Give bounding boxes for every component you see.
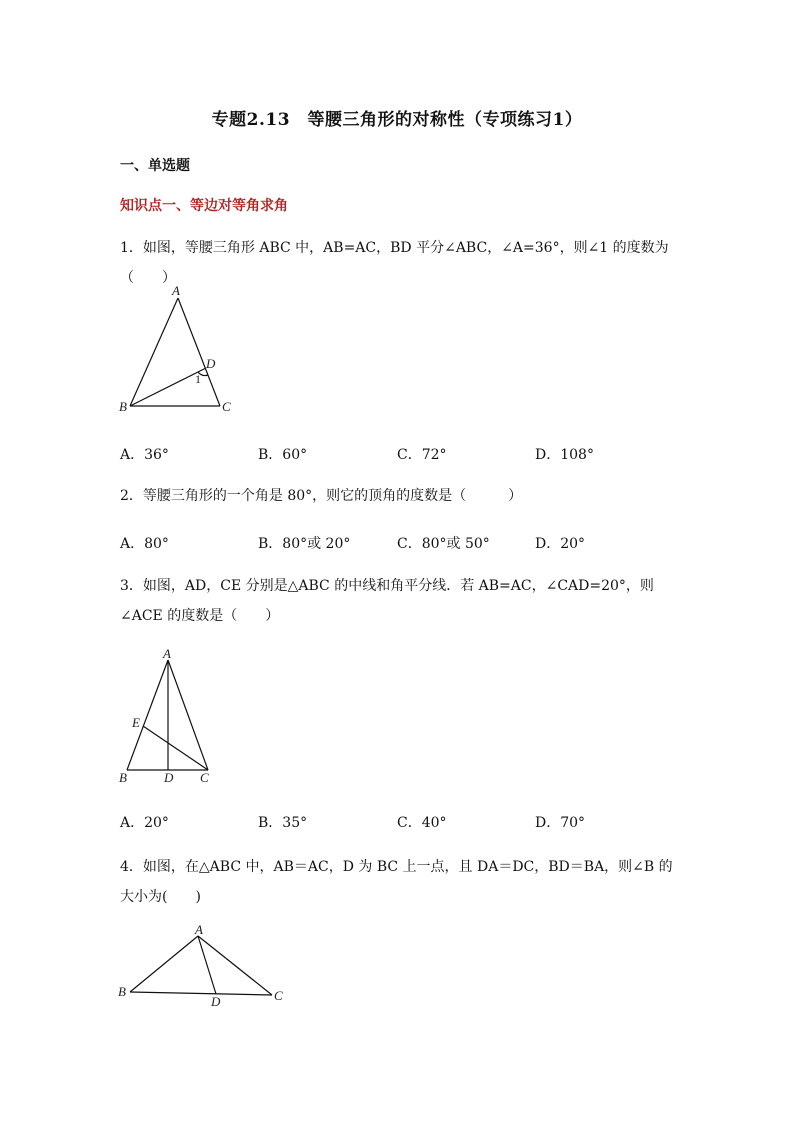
q3-label-b: B bbox=[119, 770, 127, 785]
q4-side-bc bbox=[130, 992, 272, 995]
q1-option-d: D．108° bbox=[535, 447, 594, 463]
q4-label-d: D bbox=[211, 994, 221, 1009]
question-4-figure bbox=[110, 922, 300, 1012]
q2-option-b: B．80°或 20° bbox=[258, 536, 351, 552]
q3-option-c: C．40° bbox=[397, 815, 447, 831]
q3-side-ac bbox=[168, 660, 208, 770]
q1-label-d: D bbox=[206, 356, 216, 371]
q4-side-ac bbox=[198, 936, 272, 995]
q3-option-b: B．35° bbox=[258, 815, 308, 831]
q4-label-a: A bbox=[195, 922, 203, 937]
q3-label-d: D bbox=[164, 770, 174, 785]
q1-option-b: B．60° bbox=[258, 447, 308, 463]
q3-label-e: E bbox=[132, 715, 140, 730]
q1-label-c: C bbox=[222, 399, 231, 414]
q4-label-b: B bbox=[118, 984, 126, 999]
q1-label-b: B bbox=[119, 399, 127, 414]
q1-option-a: A．36° bbox=[120, 447, 169, 463]
question-1-text: 1．如图，等腰三角形 ABC 中，AB=AC，BD 平分∠ABC，∠A=36°，则∠1 的度数为（ ） bbox=[120, 240, 669, 286]
q3-bisector-ce bbox=[143, 726, 208, 770]
q3-label-a: A bbox=[163, 646, 171, 661]
q2-option-a: A．80° bbox=[120, 536, 169, 552]
q1-side-ac bbox=[178, 298, 220, 406]
q1-label-angle-1: 1 bbox=[195, 372, 201, 386]
q4-segment-ad bbox=[198, 936, 216, 994]
q3-label-c: C bbox=[200, 770, 209, 785]
section-heading: 一、单选题 bbox=[120, 158, 190, 174]
question-3-figure bbox=[110, 644, 230, 789]
q2-option-d: D．20° bbox=[535, 536, 586, 552]
question-1-figure bbox=[110, 280, 250, 420]
knowledge-point-heading: 知识点一、等边对等角求角 bbox=[120, 198, 288, 214]
q4-side-ab bbox=[130, 936, 198, 992]
q1-side-ab bbox=[130, 298, 178, 406]
q4-label-c: C bbox=[274, 988, 283, 1003]
question-2-text: 2．等腰三角形的一个角是 80°，则它的顶角的度数是（ ） bbox=[120, 488, 523, 504]
page-title: 专题2.13 等腰三角形的对称性（专项练习1） bbox=[211, 110, 583, 130]
question-3-text: 3．如图，AD，CE 分别是△ABC 的中线和角平分线．若 AB=AC，∠CAD=20°，则∠ACE 的度数是（ ） bbox=[120, 578, 654, 624]
q3-option-a: A．20° bbox=[120, 815, 169, 831]
q2-option-c: C．80°或 50° bbox=[397, 536, 490, 552]
q1-label-a: A bbox=[172, 283, 180, 298]
question-4-text: 4．如图，在△ABC 中，AB＝AC，D 为 BC 上一点，且 DA＝DC，BD＝BA，则∠B 的大小为( ) bbox=[120, 859, 673, 905]
q3-option-d: D．70° bbox=[535, 815, 586, 831]
q1-option-c: C．72° bbox=[397, 447, 447, 463]
